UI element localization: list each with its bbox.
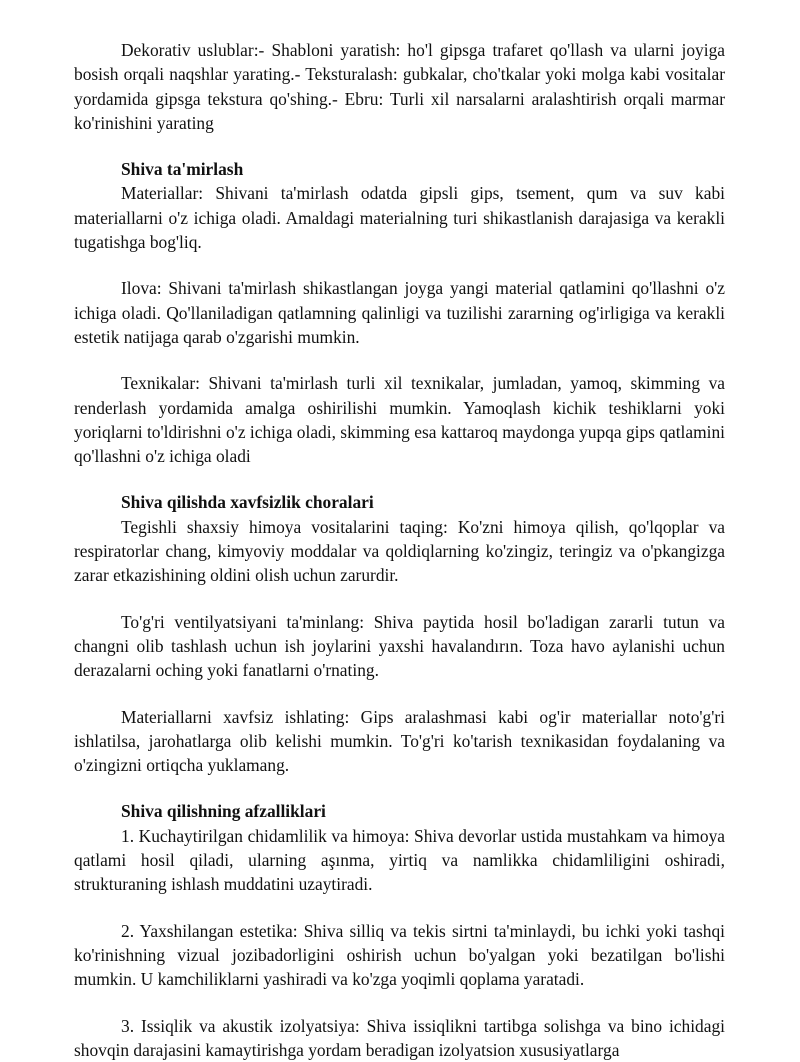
paragraph-safety-ventilation: To'g'ri ventilyatsiyani ta'minlang: Shiva paytida hosil bo'ladigan zararli tutun va changni olib tashlash uchun ish joylarini yaxshi havalandırın. Toza havo aylanishi uchun derazalarni oching yoki fanatlarni o'rnating. — [74, 610, 725, 683]
paragraph-repair-application: Ilova: Shivani ta'mirlash shikastlangan joyga yangi material qatlamini qo'llashni o'z ichiga oladi. Qo'llaniladigan qatlamning qalinligi va tuzilishi zararning og'irligiga va kerakli estetik natijaga qarab o'zgarishi mumkin. — [74, 276, 725, 349]
document-page — [74, 38, 725, 1062]
paragraph-safety-materials: Materiallarni xavfsiz ishlating: Gips aralashmasi kabi og'ir materiallar noto'g'ri ishlatilsa, jarohatlarga olib kelishi mumkin. To'g'ri ko'tarish texnikasidan foydalaning va o'zingizni ortiqcha yuklamang. — [74, 705, 725, 778]
paragraph-repair-materials: Materiallar: Shivani ta'mirlash odatda gipsli gips, tsement, qum va suv kabi materiallarni o'z ichiga oladi. Amaldagi materialning turi shikastlanish darajasiga va kerakli tugatishga bog'liq. — [74, 181, 725, 254]
paragraph-advantage-aesthetics: 2. Yaxshilangan estetika: Shiva silliq va tekis sirtni ta'minlaydi, bu ichki yoki tashqi ko'rinishning vizual jozibadorligini oshirish uchun bo'yalgan yoki bezatilgan bo'lishi mumkin. U kamchiliklarni yashiradi va ko'zga yoqimli qoplama yaratadi. — [74, 919, 725, 992]
section-heading-safety-measures: Shiva qilishda xavfsizlik choralari — [74, 490, 725, 514]
paragraph-advantage-insulation: 3. Issiqlik va akustik izolyatsiya: Shiva issiqlikni tartibga solishga va bino ichidagi shovqin darajasini kamaytirishga yordam beradigan izolyatsion xususiyatlarga — [74, 1014, 725, 1062]
paragraph-decorative-styles: Dekorativ uslublar:- Shabloni yaratish: ho'l gipsga trafaret qo'llash va ularni joyiga bosish orqali naqshlar yarating.- Teksturalash: gubkalar, cho'tkalar yoki molga kabi vositalar yordamida gipsga tekstura qo'shing.- Ebru: Turli xil narsalarni aralashtirish orqali marmar ko'rinishini yarating — [74, 38, 725, 135]
paragraph-repair-techniques: Texnikalar: Shivani ta'mirlash turli xil texnikalar, jumladan, yamoq, skimming va renderlash yordamida amalga oshirilishi mumkin. Yamoqlash kichik teshiklarni yoki yoriqlarni to'ldirishni o'z ichiga oladi, skimming esa kattaroq maydonga yupqa gips qatlamini qo'llashni o'z ichiga oladi — [74, 371, 725, 468]
paragraph-safety-ppe: Tegishli shaxsiy himoya vositalarini taqing: Ko'zni himoya qilish, qo'lqoplar va respiratorlar chang, kimyoviy moddalar va qoldiqlarning ko'zingiz, teringiz va o'pkangizga zarar etkazishining oldini olish uchun zarurdir. — [74, 515, 725, 588]
section-heading-advantages: Shiva qilishning afzalliklari — [74, 799, 725, 823]
section-heading-plaster-repair: Shiva ta'mirlash — [74, 157, 725, 181]
paragraph-advantage-durability: 1. Kuchaytirilgan chidamlilik va himoya: Shiva devorlar ustida mustahkam va himoya qatlami hosil qiladi, ularning aşınma, yirtiq va namlikka chidamliligini oshiradi, strukturaning ishlash muddatini uzaytiradi. — [74, 824, 725, 897]
